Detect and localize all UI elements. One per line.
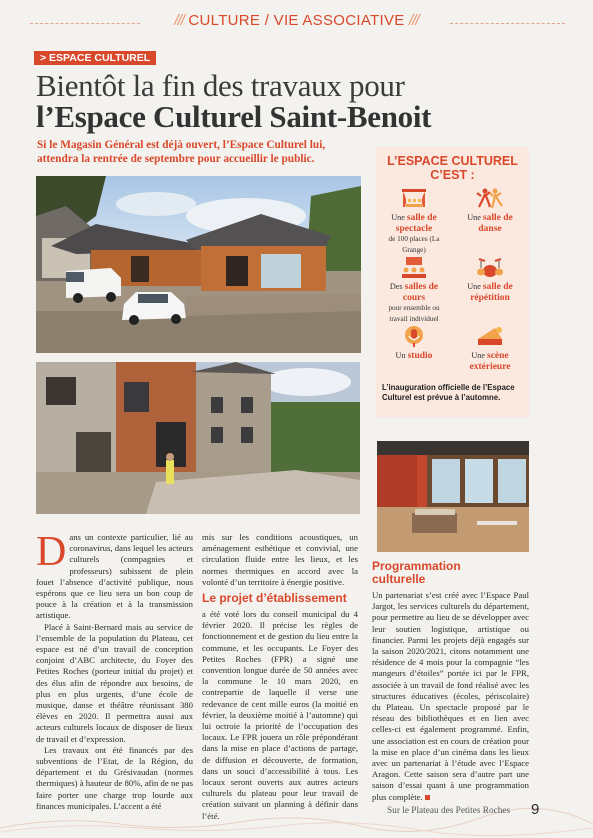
paragraph-3: Les travaux ont été financés par des subventions de l’Etat, de la Région, du département et du Grésivaudan (normes thermiques) à hauteur de 80%, afin de ne pas faire porter une charge trop lourde aux finances municipales. L’accent a été: [36, 744, 193, 811]
photo-interior-room: [377, 441, 529, 552]
outdoor-stage-icon: [475, 325, 505, 349]
drop-cap: D: [36, 529, 67, 575]
paragraph-4: mis sur les conditions acoustiques, un aménagement esthétique et convivial, une circulation fluide entre les lieux, et les normes thermiques en accord avec la volonté d’un territoire à énergie positive.: [202, 532, 358, 587]
article-column-1: [36, 529, 193, 812]
drum-kit-icon: [475, 256, 505, 280]
feature-salle-spectacle: Une salle de spectacle de 100 places (La Grange): [380, 187, 448, 255]
feature-salle-danse: Une salle de danse: [456, 187, 524, 234]
paragraph-6: Un partenariat s’est créé avec l’Espace Paul Jargot, les services culturels du département, pour permettre au lieu de se développer avec leur soutien logistique, artistique ou financier. Parmi les projets déjà engagés sur la saison 2020/2021, citons notamment une résidence de 4 mois pour la compagnie “les mangeurs d’étoiles” portée ici par le FPR, associée à un travail de fond réalisé avec les structures éducatives (écoles, périscolaire) du Plateau. Un spectacle proposé par le réseau des bibliothèques et en lien avec celles-ci est également programmé. Enfin, une association est en cours de création pour la mise en place d’un cinéma dans les lieux avec un partenariat à l’étude avec l’Espace Aragon. Cette saison sera d’autre part une saison d’essai quant à une programmation plus complète.: [372, 590, 529, 802]
paragraph-2: Placé à Saint-Bernard mais au service de l’ensemble de la population du Plateau, cet espace est né d’un travail de conception conjoint d’ABC architecte, du Foyer des Petites Roches (porteur initial du projet) et des élus afin de répondre aux besoins, de plus en plus urgents, d’une école de musique, danse et théâtre réunissant 380 élèves en 2020. Il permettra aussi aux acteurs culturels locaux de disposer de lieux de travail et d’expression.: [36, 621, 193, 744]
feature-salles-cours: Des salles de cours pour ensemble ou travail individuel: [380, 256, 448, 324]
classroom-icon: [400, 256, 428, 280]
footer-publication: Sur le Plateau des Petites Roches: [387, 806, 511, 816]
paragraph-intro: Dans un contexte particulier, lié au coronavirus, dans lequel les acteurs culturels (compagnies et professeurs) subissent de plein fouet l’absence d’activité publique, nous espérons que ce lieu sera un bon coup de pouce à la création et à la transmission artistique.: [36, 529, 193, 621]
feature-scene-exterieure: Une scène extérieure: [456, 325, 524, 372]
photo-building-exterior: [36, 176, 361, 353]
article-column-3: [372, 590, 529, 803]
info-box-title: L’ESPACE CULTUREL C’EST :: [387, 154, 518, 182]
microphone-icon: [400, 325, 428, 349]
info-box-note: L’inauguration officielle de l’Espace Culturel est prévue à l’automne.: [382, 383, 515, 402]
feature-salle-repetition: Une salle de répétition: [456, 256, 524, 303]
paragraph-5: a été voté lors du conseil municipal du 4 février 2020. Il précise les règles de fonctionnement et de gestion du lieu entre la commune, et les occupants. Le Foyer des Petites Roches (FPR) a signé une convention longue durée de 50 années avec la commune le 10 mars 2020, en contrepartie de laquelle il verse une redevance de cent mille euros (la moitié en février, la deuxième moitié à l’automne) qui lui octroie la priorité de l’occupation des locaux. Le FPR jouera un rôle prépondérant dans la mise en place d’actions de partage, de diffusion et découverte, de formation, dans un souci d’accessibilité à tous. Les locaux seront ouverts aux autres acteurs culturels du plateau pour leur travail de création suivant un planning à définir dans l’été.: [202, 609, 358, 821]
dancers-icon: [476, 187, 504, 211]
article-column-2: [202, 532, 358, 822]
page-number: 9: [531, 801, 540, 818]
theater-stage-icon: [400, 187, 428, 211]
article-lede: Si le Magasin Général est déjà ouvert, l’Espace Culturel lui, attendra la rentrée de septembre pour accueillir le public.: [37, 139, 326, 165]
feature-studio: Un studio: [380, 325, 448, 362]
section-title: CULTURE / VIE ASSOCIATIVE: [188, 12, 405, 29]
section-header: /// CULTURE / VIE ASSOCIATIVE ///: [174, 12, 419, 29]
article-title-line1: Bientôt la fin des travaux pour: [36, 68, 405, 103]
footer-decoration: [0, 798, 593, 838]
photo-construction-site: [36, 362, 360, 514]
subheading-programmation: Programmation culturelle: [372, 559, 461, 586]
rubric-label: > ESPACE CULTUREL: [34, 51, 156, 65]
article-title-line2: l’Espace Culturel Saint-Benoit: [36, 99, 432, 134]
subheading-projet: Le projet d’établissement: [202, 591, 347, 606]
